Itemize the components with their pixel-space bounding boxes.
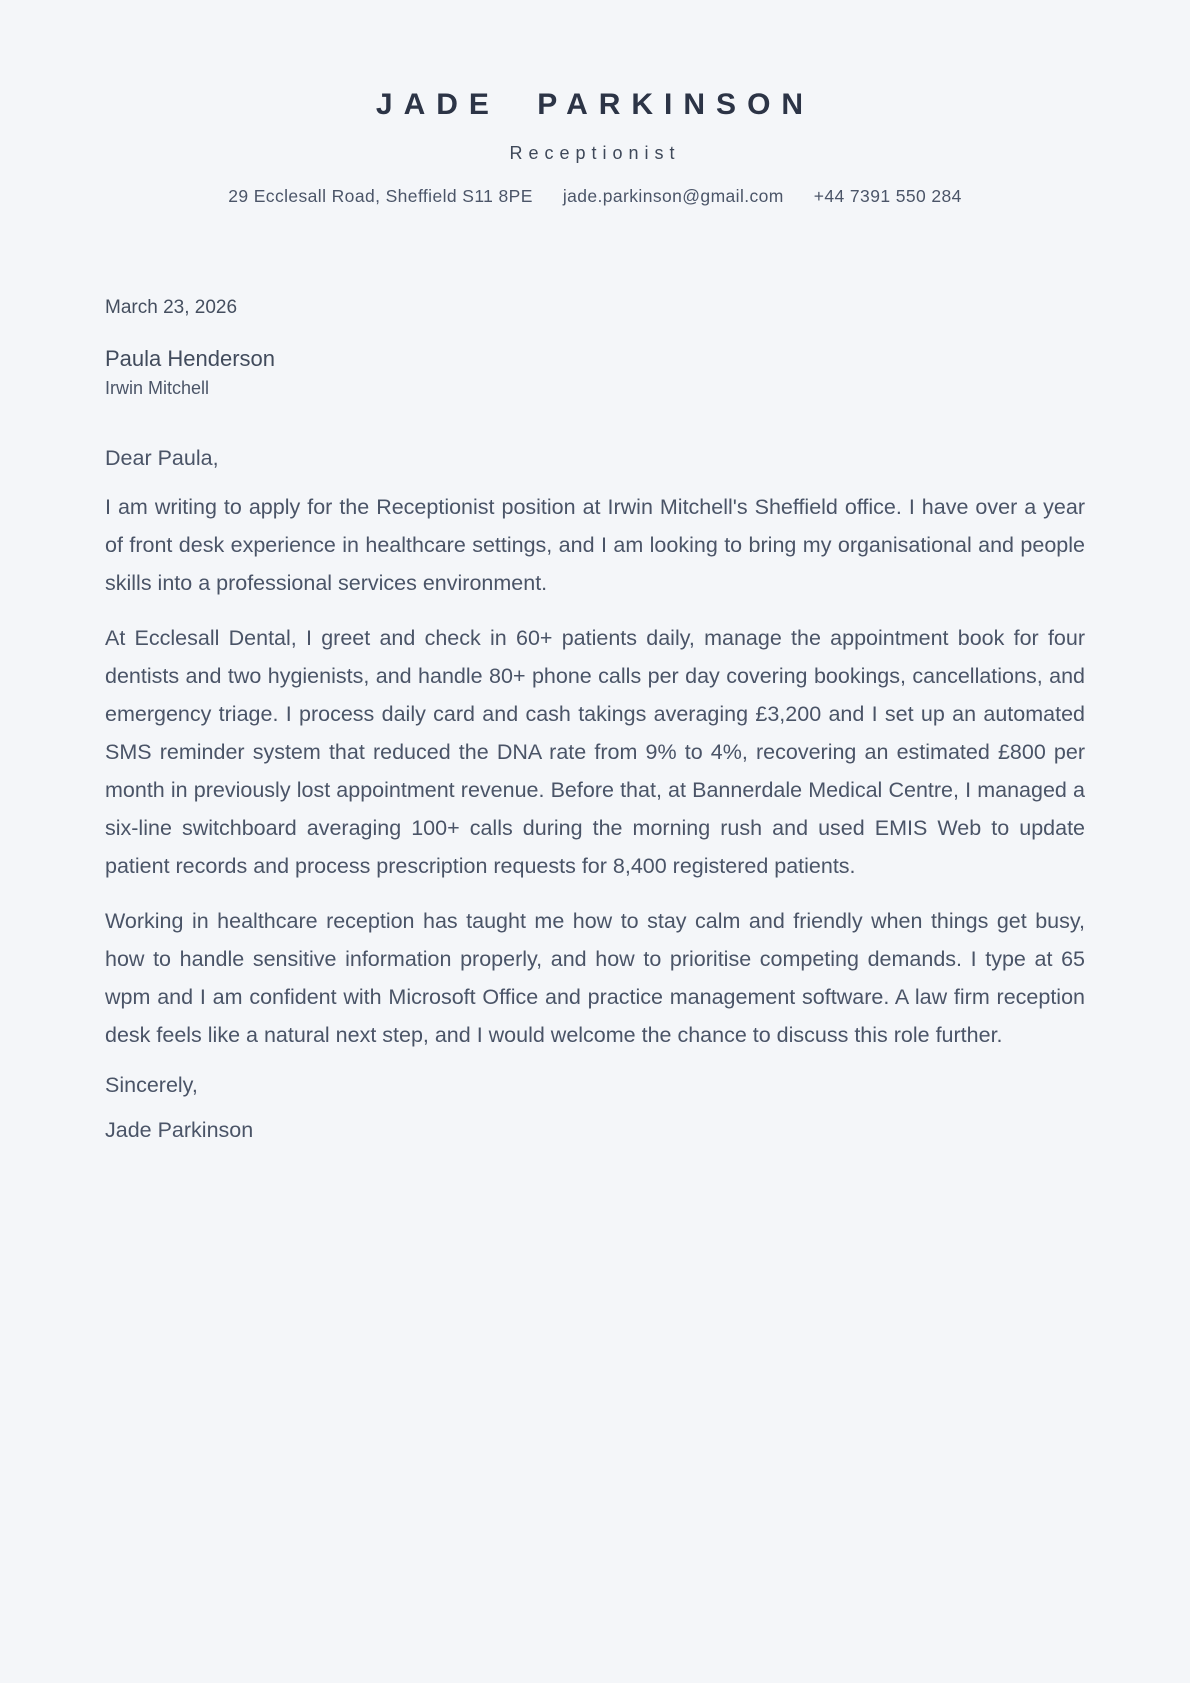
contact-email: jade.parkinson@gmail.com bbox=[562, 186, 784, 206]
letter-body bbox=[0, 297, 1190, 1143]
recipient-company: Irwin Mitchell bbox=[105, 378, 210, 398]
applicant-role: Receptionist bbox=[509, 143, 681, 163]
contact-address: 29 Ecclesall Road, Sheffield S11 8PE bbox=[228, 186, 533, 206]
closing: Sincerely, bbox=[105, 1073, 198, 1097]
letter-date: March 23, 2026 bbox=[105, 297, 238, 318]
contact-phone: +44 7391 550 284 bbox=[813, 186, 962, 206]
contact-info bbox=[0, 186, 1190, 207]
recipient-block bbox=[105, 346, 1085, 399]
signature: Jade Parkinson bbox=[105, 1118, 254, 1142]
letter-header bbox=[0, 0, 1190, 207]
letter-paragraph: I am writing to apply for the Receptionist position at Irwin Mitchell's Sheffield office. I have over a year of front desk experience in healthcare settings, and I am looking to bring my organisational and people skills into a professional services environment. bbox=[105, 495, 1085, 595]
letter-paragraph: Working in healthcare reception has taught me how to stay calm and friendly when things get busy, how to handle sensitive information properly, and how to prioritise competing demands. I type at 65 wpm and I am confident with Microsoft Office and practice management software. A law firm reception desk feels like a natural next step, and I would welcome the chance to discuss this role further. bbox=[105, 909, 1085, 1047]
applicant-name: JADE PARKINSON bbox=[375, 88, 815, 121]
recipient-name: Paula Henderson bbox=[105, 346, 276, 371]
salutation: Dear Paula, bbox=[105, 446, 219, 470]
letter-paragraph: At Ecclesall Dental, I greet and check in 60+ patients daily, manage the appointment book for four dentists and two hygienists, and handle 80+ phone calls per day covering bookings, cancellations, and emergency triage. I process daily card and cash takings averaging £3,200 and I set up an automated SMS reminder system that reduced the DNA rate from 9% to 4%, recovering an estimated £800 per month in previously lost appointment revenue. Before that, at Bannerdale Medical Centre, I managed a six-line switchboard averaging 100+ calls during the morning rush and used EMIS Web to update patient records and process prescription requests for 8,400 registered patients. bbox=[105, 626, 1085, 878]
